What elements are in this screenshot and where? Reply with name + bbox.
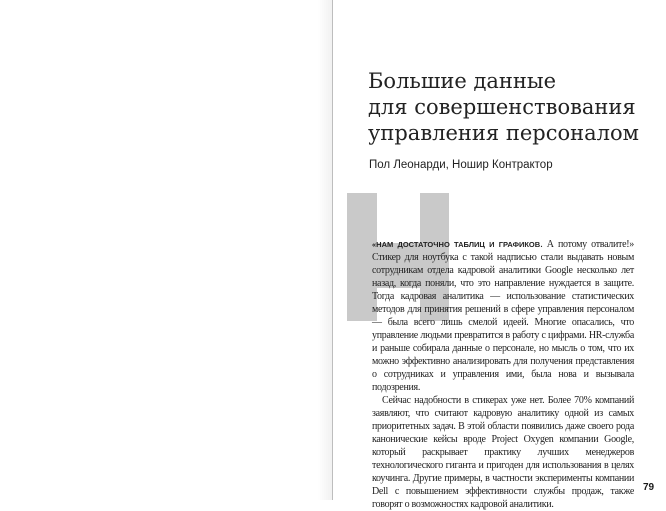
spine-shadow: [318, 0, 332, 500]
body-text: [372, 238, 634, 511]
title-line: для совершенствования: [368, 95, 636, 119]
paragraph-text: . А потому отвалите!» Стикер для ноутбука с такой надписью стали выдавать новым сотрудникам отдела кадровой аналитики Google несколько лет назад, когда поняли, что это направление нуждается в защите. Тогда кадровая аналитика — использование статистических методов для принятия решений в сфере управления персоналом — была всего лишь смелой идеей. Многие опасались, что управление людьми превратится в работу с цифрами. HR-служба и раньше собирала данные о персонале, но мысль о том, что их можно эффективно анализировать для получения представления о сотрудниках и управления ими, была нова и вызывала подозрения.: [372, 239, 634, 393]
title-line: управления персоналом: [368, 121, 639, 145]
authors: Пол Леонарди, Ношир Контрактор: [369, 159, 553, 171]
lead-in: «НАМ ДОСТАТОЧНО ТАБЛИЦ И ГРАФИКОВ: [372, 240, 541, 249]
paragraph: [372, 238, 634, 394]
left-page-blank: [0, 0, 333, 500]
title-line: Большие данные: [368, 69, 557, 93]
page-number: 79: [643, 482, 655, 493]
paragraph: Сейчас надобности в стикерах уже нет. Более 70% компаний заявляют, что считают кадровую аналитику одной из самых приоритетных задач. В этой области появились даже своего рода канонические кейсы вроде Project Oxygen компании Google, который раскрывает практику лучших менеджеров технологического гиганта и пригоден для использования в целях коучинга. Другие примеры, в частности эксперименты компании Dell с повышением эффективности службы продаж, также говорят о возможностях кадровой аналитики.: [372, 395, 634, 510]
book-spine: [332, 0, 333, 500]
chapter-title: [368, 68, 639, 146]
